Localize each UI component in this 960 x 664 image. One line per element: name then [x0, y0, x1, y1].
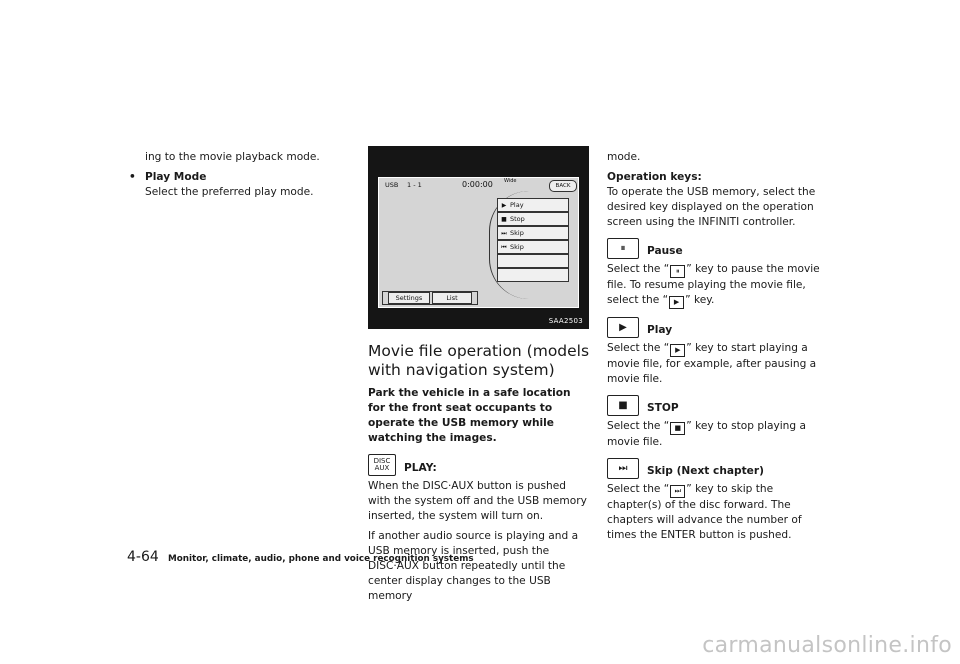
usb-screen-figure [368, 146, 589, 329]
disc-aux-key-icon: DISC AUX [368, 454, 396, 476]
operation-keys-title: Operation keys: [607, 171, 702, 183]
page-footer [127, 549, 474, 565]
continued-text: ing to the movie playback mode. [145, 151, 320, 163]
bullet-title: Play Mode [145, 171, 207, 183]
menu-stop[interactable]: ■ Stop [497, 212, 569, 226]
stop-key-heading [607, 395, 831, 416]
menu-play[interactable]: ▶ Play [497, 198, 569, 212]
operation-keys-text: To operate the USB memory, select the desired key displayed on the operation screen using the INFINITI controller. [607, 186, 816, 228]
play-heading: PLAY: [404, 462, 437, 474]
footer-title: Monitor, climate, audio, phone and voice recognition systems [167, 554, 474, 564]
play-heading: Play [647, 324, 673, 336]
menu-skip-prev[interactable]: ⏮ Skip [497, 240, 569, 254]
menu-empty-1[interactable] [497, 254, 569, 268]
skip-next-icon: ⏭ [670, 485, 685, 498]
skip-key-heading [607, 458, 831, 479]
disc-aux-key-heading [368, 454, 590, 476]
pause-heading: Pause [647, 245, 683, 257]
pause-icon: ⏸ [670, 265, 685, 278]
figure-caption: SAA2503 [548, 317, 583, 325]
pause-icon: ⏸ [607, 238, 639, 259]
back-button[interactable]: BACK [549, 180, 577, 192]
warning-text: Park the vehicle in a safe location for the front seat occupants to operate the USB memory while watching the images. [368, 387, 571, 444]
menu-skip-next[interactable]: ⏭ Skip [497, 226, 569, 240]
play-key-heading [607, 317, 831, 338]
continued-text: mode. [607, 151, 641, 163]
column-middle [368, 338, 590, 609]
skip-text: Select the “ ⏭ ” key to skip the chapter(s) of the disc forward. The chapters will advance the number of times the ENTER button is pushed. [607, 483, 802, 541]
bullet-text: Select the preferred play mode. [145, 186, 314, 198]
disc-aux-paragraph-2: If another audio source is playing and a USB memory is inserted, push the DISC·AUX button repeatedly until the center display changes to the USB memory [368, 530, 579, 602]
play-icon: ▶ [501, 202, 507, 209]
stop-icon: ■ [501, 216, 507, 223]
pause-key-heading [607, 238, 831, 259]
column-right [607, 150, 831, 548]
disc-aux-paragraph-1: When the DISC·AUX button is pushed with the system off and the USB memory inserted, the system will turn on. [368, 480, 587, 522]
wide-label: Wide [504, 178, 517, 184]
display-screen [378, 177, 579, 308]
page-number: 4-64 [127, 549, 159, 565]
watermark: carmanualsonline.info [702, 633, 952, 658]
play-icon: ▶ [670, 344, 685, 357]
list-button[interactable]: List [432, 292, 472, 304]
track-label: 1 - 1 [407, 181, 422, 189]
skip-prev-icon: ⏮ [501, 244, 507, 251]
stop-text: Select the “ ■ ” key to stop playing a movie file. [607, 420, 806, 448]
section-heading: Movie file operation (models with navigation system) [368, 342, 590, 379]
bullet-play-mode [127, 170, 347, 185]
play-text: Select the “ ▶ ” key to start playing a movie file, for example, after pausing a movie file. [607, 342, 817, 385]
column-left [127, 150, 347, 205]
pause-text: Select the “ ⏸ ” key to pause the movie file. To resume playing the movie file, select the “ ▶ ” key. [607, 262, 831, 309]
menu-empty-2[interactable] [497, 268, 569, 282]
skip-next-icon: ⏭ [501, 230, 507, 237]
settings-button[interactable]: Settings [388, 292, 430, 304]
stop-icon: ■ [607, 395, 639, 416]
bullet-dot: • [129, 171, 136, 183]
skip-next-icon: ⏭ [607, 458, 639, 479]
play-icon: ▶ [607, 317, 639, 338]
stop-icon: ■ [670, 422, 685, 435]
source-label: USB [385, 181, 399, 189]
play-icon: ▶ [669, 296, 684, 309]
time-label: 0:00:00 [462, 180, 493, 189]
skip-heading: Skip (Next chapter) [647, 465, 764, 477]
stop-heading: STOP [647, 402, 679, 414]
